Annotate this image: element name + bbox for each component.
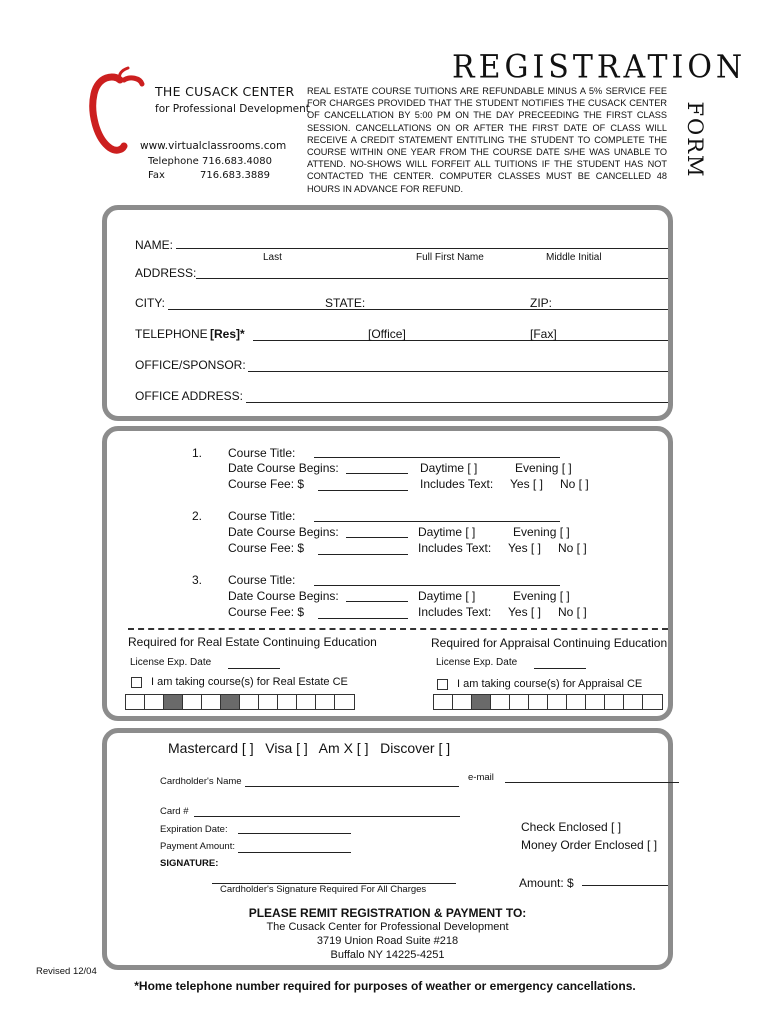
course-number: 1. bbox=[192, 446, 203, 460]
expiration-label: Expiration Date: bbox=[160, 824, 228, 835]
city-label: CITY: bbox=[135, 296, 166, 310]
course-title-input[interactable] bbox=[314, 585, 560, 586]
course-number: 3. bbox=[192, 573, 203, 587]
revised-date: Revised 12/04 bbox=[36, 966, 97, 977]
card-number-input[interactable] bbox=[194, 816, 460, 817]
includes-text-label: Includes Text: bbox=[418, 605, 492, 619]
includes-no-option[interactable]: No [ ] bbox=[558, 541, 587, 555]
payment-amount-input[interactable] bbox=[238, 852, 351, 853]
re-ce-check-label: I am taking course(s) for Real Estate CE bbox=[151, 676, 348, 688]
cardholder-label: Cardholder's Name bbox=[160, 776, 242, 787]
course-fee-input[interactable] bbox=[318, 618, 408, 619]
dashed-divider bbox=[128, 628, 668, 630]
footer-note: *Home telephone number required for purposes of weather or emergency cancellations. bbox=[134, 979, 636, 993]
date-begins-label: Date Course Begins: bbox=[228, 461, 339, 475]
includes-yes-option[interactable]: Yes [ ] bbox=[510, 477, 543, 491]
date-begins-input[interactable] bbox=[346, 473, 408, 474]
course-fee-label: Course Fee: $ bbox=[228, 605, 305, 619]
daytime-option[interactable]: Daytime [ ] bbox=[418, 589, 476, 603]
evening-option[interactable]: Evening [ ] bbox=[515, 461, 572, 475]
org-subtitle: for Professional Development bbox=[155, 103, 310, 115]
side-title: FORM bbox=[683, 101, 707, 179]
fax-value: 716.683.3889 bbox=[200, 170, 270, 181]
phone-value: 716.683.4080 bbox=[202, 156, 272, 167]
includes-yes-option[interactable]: Yes [ ] bbox=[508, 605, 541, 619]
money-order-option[interactable]: Money Order Enclosed [ ] bbox=[521, 838, 658, 852]
sponsor-input[interactable] bbox=[248, 371, 668, 372]
name-input[interactable] bbox=[176, 248, 668, 249]
email-input[interactable] bbox=[505, 782, 679, 783]
ap-ce-checkbox[interactable] bbox=[437, 679, 448, 690]
real-estate-ce-heading: Required for Real Estate Continuing Education bbox=[128, 635, 377, 649]
course-title-label: Course Title: bbox=[228, 573, 296, 587]
phone-label: Telephone bbox=[148, 156, 199, 167]
state-label: STATE: bbox=[325, 296, 366, 310]
course-title-input[interactable] bbox=[314, 521, 560, 522]
daytime-option[interactable]: Daytime [ ] bbox=[418, 525, 476, 539]
payment-amount-label: Payment Amount: bbox=[160, 841, 235, 852]
name-label: NAME: bbox=[135, 238, 174, 252]
cardholder-input[interactable] bbox=[245, 786, 459, 787]
zip-label: ZIP: bbox=[530, 296, 553, 310]
re-ce-checkbox[interactable] bbox=[131, 677, 142, 688]
org-name: THE CUSACK CENTER bbox=[155, 84, 295, 99]
remit-line-3: Buffalo NY 14225-4251 bbox=[330, 949, 445, 961]
includes-text-label: Includes Text: bbox=[420, 477, 494, 491]
res-phone-label: [Res]* bbox=[210, 327, 245, 341]
expiration-input[interactable] bbox=[238, 833, 351, 834]
ap-license-input[interactable] bbox=[534, 668, 586, 669]
re-license-number-boxes[interactable] bbox=[125, 694, 355, 710]
course-fee-input[interactable] bbox=[318, 554, 408, 555]
course-title-label: Course Title: bbox=[228, 509, 296, 523]
website: www.virtualclassrooms.com bbox=[140, 140, 287, 152]
signature-note: Cardholder's Signature Required For All Charges bbox=[220, 884, 427, 895]
includes-no-option[interactable]: No [ ] bbox=[560, 477, 589, 491]
address-input[interactable] bbox=[196, 278, 668, 279]
course-fee-label: Course Fee: $ bbox=[228, 541, 305, 555]
telephone-label: TELEPHONE bbox=[135, 327, 208, 341]
ap-license-number-boxes[interactable] bbox=[433, 694, 663, 710]
city-input[interactable] bbox=[168, 309, 668, 310]
office-phone-label: [Office] bbox=[368, 327, 406, 341]
course-fee-input[interactable] bbox=[318, 490, 408, 491]
date-begins-input[interactable] bbox=[346, 537, 408, 538]
date-begins-input[interactable] bbox=[346, 601, 408, 602]
address-label: ADDRESS: bbox=[135, 266, 197, 280]
amount-label: Amount: $ bbox=[519, 876, 574, 890]
card-type-options[interactable]: Mastercard [ ] Visa [ ] Am X [ ] Discover [ ] bbox=[168, 740, 451, 756]
evening-option[interactable]: Evening [ ] bbox=[513, 589, 570, 603]
course-title-input[interactable] bbox=[314, 457, 560, 458]
email-label: e-mail bbox=[468, 772, 494, 783]
date-begins-label: Date Course Begins: bbox=[228, 525, 339, 539]
re-license-input[interactable] bbox=[228, 668, 280, 669]
cancellation-policy: REAL ESTATE COURSE TUITIONS ARE REFUNDABLE MINUS A 5% SERVICE FEE FOR CHARGES PROVIDED THAT THE STUDENT NOTIFIES THE CUSACK CENTER OF CANCELLATION BY 5:00 PM ON THE DAY PRECEEDING THE FIRST CLASS SESSION. CANCELLATIONS ON OR AFTER THE FIRST DATE OF CLASS WILL RECEIVE A CREDIT STATEMENT ENTITLING THE STUDENT TO COMPLETE THE COURSE WITHIN ONE YEAR FROM THE COURSE DATE S/HE WAS UNABLE TO ATTEND. NO-SHOWS WILL FORFEIT ALL TUITIONS IF THE STUDENT HAS NOT CONTACTED THE CENTER. COMPUTER CLASSES MUST BE CANCELLED 48 HOURS IN ADVANCE FOR REFUND. bbox=[307, 86, 667, 194]
fax-label: Fax bbox=[148, 170, 165, 181]
amount-input[interactable] bbox=[582, 885, 668, 886]
card-number-label: Card # bbox=[160, 806, 189, 817]
last-name-caption: Last bbox=[263, 252, 282, 263]
course-title-label: Course Title: bbox=[228, 446, 296, 460]
includes-yes-option[interactable]: Yes [ ] bbox=[508, 541, 541, 555]
evening-option[interactable]: Evening [ ] bbox=[513, 525, 570, 539]
re-license-label: License Exp. Date bbox=[130, 657, 212, 668]
remit-line-2: 3719 Union Road Suite #218 bbox=[316, 935, 459, 947]
office-address-label: OFFICE ADDRESS: bbox=[135, 389, 244, 403]
middle-initial-caption: Middle Initial bbox=[546, 252, 602, 263]
ap-ce-check-label: I am taking course(s) for Appraisal CE bbox=[457, 678, 643, 690]
date-begins-label: Date Course Begins: bbox=[228, 589, 339, 603]
course-number: 2. bbox=[192, 509, 203, 523]
telephone-input[interactable] bbox=[253, 340, 668, 341]
course-fee-label: Course Fee: $ bbox=[228, 477, 305, 491]
remit-heading: PLEASE REMIT REGISTRATION & PAYMENT TO: bbox=[248, 906, 527, 920]
page-title: REGISTRATION bbox=[452, 49, 747, 86]
ap-license-label: License Exp. Date bbox=[436, 657, 518, 668]
daytime-option[interactable]: Daytime [ ] bbox=[420, 461, 478, 475]
first-name-caption: Full First Name bbox=[416, 252, 484, 263]
signature-label: SIGNATURE: bbox=[160, 858, 219, 869]
fax-phone-label: [Fax] bbox=[530, 327, 557, 341]
sponsor-label: OFFICE/SPONSOR: bbox=[135, 358, 246, 372]
includes-no-option[interactable]: No [ ] bbox=[558, 605, 587, 619]
remit-line-1: The Cusack Center for Professional Development bbox=[266, 921, 509, 933]
check-enclosed-option[interactable]: Check Enclosed [ ] bbox=[521, 820, 622, 834]
office-address-input[interactable] bbox=[246, 402, 668, 403]
appraisal-ce-heading: Required for Appraisal Continuing Education bbox=[431, 636, 668, 650]
includes-text-label: Includes Text: bbox=[418, 541, 492, 555]
